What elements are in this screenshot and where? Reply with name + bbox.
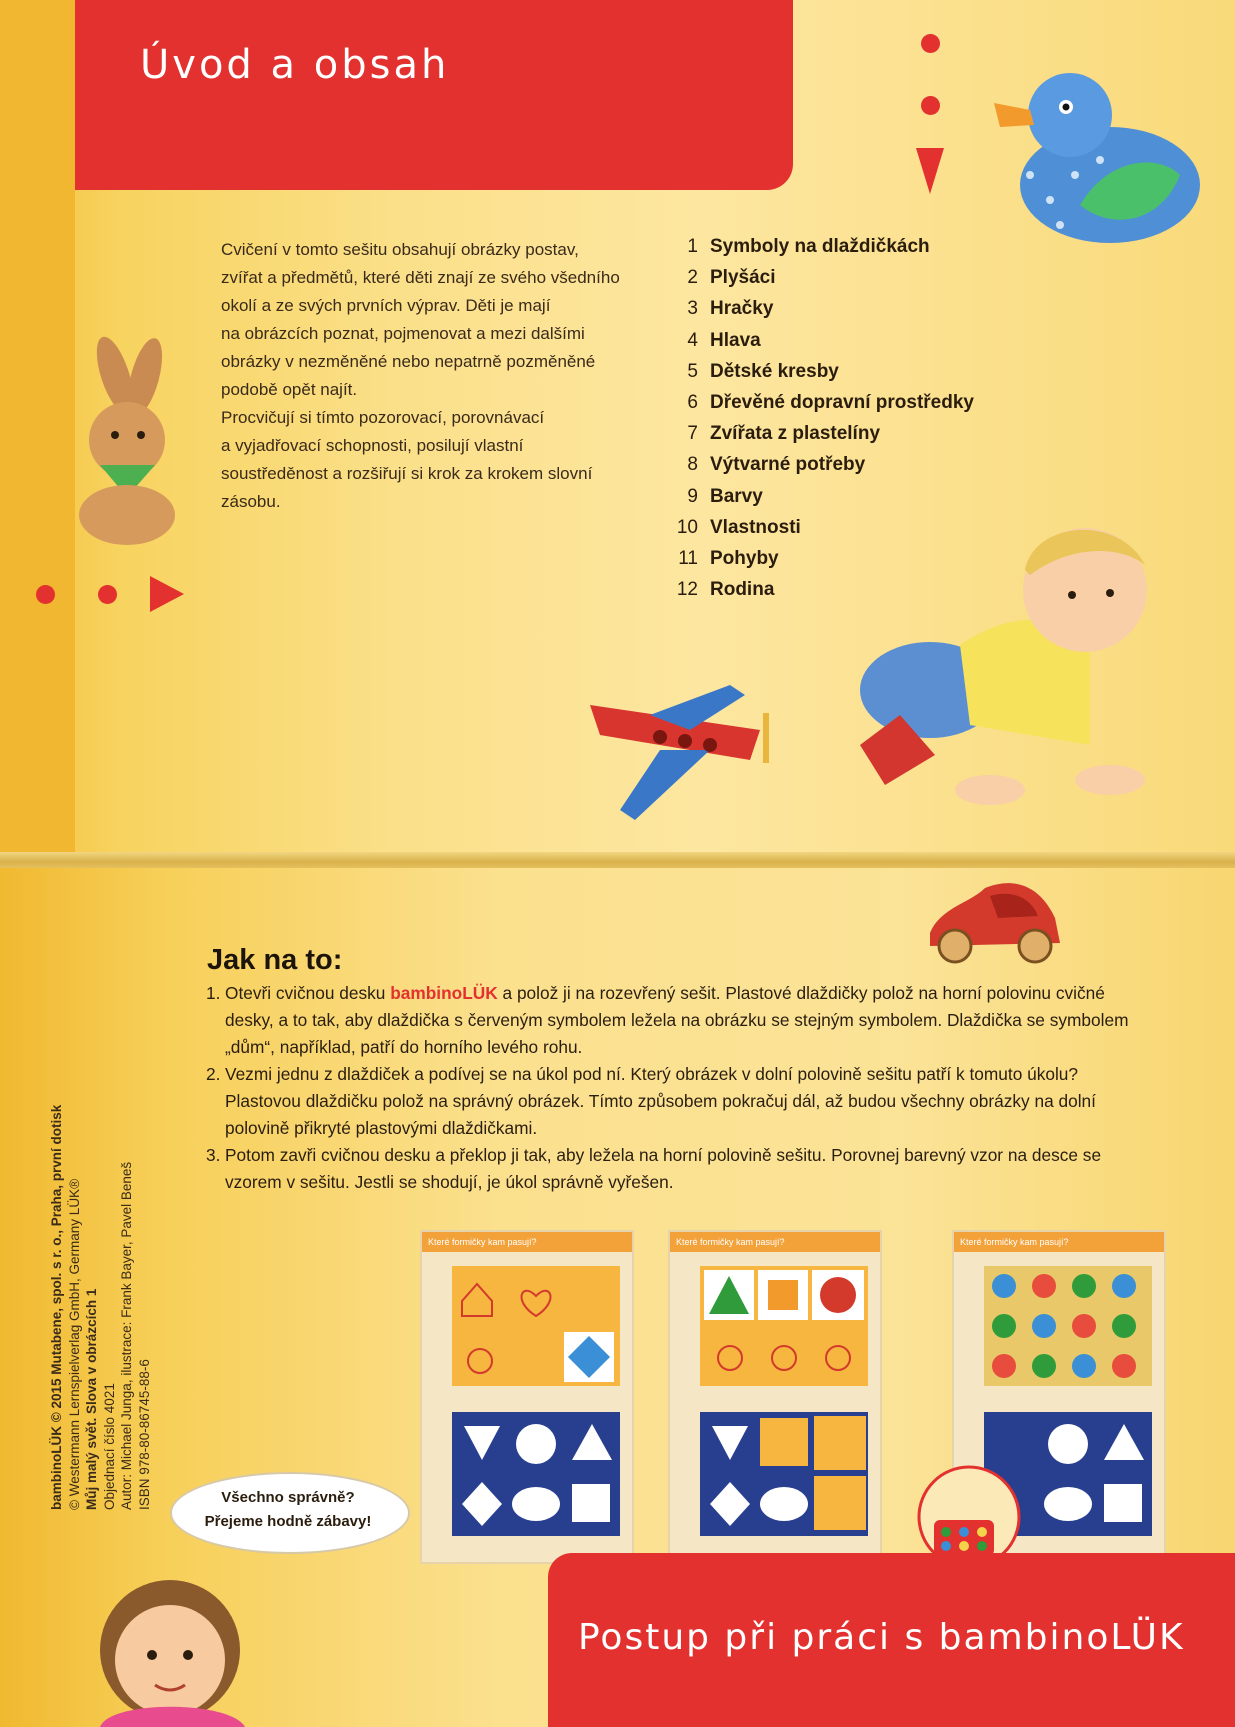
step-text xyxy=(225,1142,1146,1196)
toc-item xyxy=(660,267,974,298)
step-text xyxy=(225,1061,1146,1142)
panel-upper-grid xyxy=(452,1266,620,1386)
step-text-main: Vezmi jednu z dlaždiček a podívej se na úkol pod ní. Který obrázek v dolní polovině sešitu patří k tomuto úkolu? Plastovou dlaždičku polož na správný obrázek. Tímto způsobem pokračuj dál, až budou všechny obrázky na dolní polovině přikryté plastovými dlaždičkami. xyxy=(225,1064,1096,1138)
toc-label: Hračky xyxy=(710,298,774,320)
panel-header: Které formičky kam pasují? xyxy=(422,1232,632,1252)
toc-number: 3 xyxy=(687,298,698,320)
publisher-credits xyxy=(48,1090,153,1510)
intro-line: obrázky v nezměněné nebo nepatrně pozměněné xyxy=(221,352,596,371)
toc-label: Výtvarné potřeby xyxy=(710,454,866,476)
panel-lower-grid xyxy=(452,1412,620,1536)
intro-line: Cvičení v tomto sešitu obsahují obrázky postav, xyxy=(221,240,579,259)
toc-label: Vlastnosti xyxy=(710,516,801,538)
decor-dot xyxy=(98,585,117,604)
panel-color-pattern xyxy=(984,1266,1152,1386)
toc-label: Plyšáci xyxy=(710,267,776,289)
toc-item xyxy=(660,517,974,548)
intro-line: okolí a ze svých prvních výprav. Děti je mají xyxy=(221,296,551,315)
toy-airplane-illustration xyxy=(580,685,790,825)
title-banner xyxy=(75,0,793,190)
toc-label: Dřevěné dopravní prostředky xyxy=(710,391,974,413)
toc-number: 1 xyxy=(687,236,698,257)
intro-line: a vyjadřovací schopnosti, posilují vlastní xyxy=(221,436,524,455)
speech-bubble-text xyxy=(170,1486,406,1534)
toc-number: 4 xyxy=(687,329,698,351)
toc-number: 6 xyxy=(687,391,698,413)
intro-line: Procvičují si tímto pozorovací, porovnávací xyxy=(221,408,545,427)
toc-number: 9 xyxy=(687,485,698,507)
toc-number: 5 xyxy=(687,360,698,382)
rubber-duck-illustration xyxy=(990,55,1200,255)
panel-header: Které formičky kam pasují? xyxy=(954,1232,1164,1252)
footer-title: Postup při práci s bambinoLÜK xyxy=(578,1617,1185,1658)
toc-number: 10 xyxy=(676,516,698,538)
step-text-main: a polož ji na rozevřený sešit. Plastové dlaždičky polož na horní polovinu cvičné desky, a to tak, aby dlaždička s červeným symbolem ležela na obrázku se stejným symbolem. Dlaždička se symbolem „dům“, například, patří do horního levého rohu. xyxy=(225,983,1129,1057)
credit-line: bambinoLÜK © 2015 Mutabene, spol. s r. o., Praha, první dotisk xyxy=(49,1104,64,1510)
toc-item xyxy=(660,579,974,610)
toc-label: Pohyby xyxy=(710,547,779,569)
decor-dot xyxy=(921,34,940,53)
toc-item xyxy=(660,298,974,329)
credit-line: © Westermann Lernspielverlag GmbH, Germany LÜK® xyxy=(66,1178,82,1510)
intro-line: na obrázcích poznat, pojmenovat a mezi dalšími xyxy=(221,324,585,343)
credit-line: Můj malý svět. Slova v obrázcích 1 xyxy=(84,1288,99,1510)
step-number: 2. xyxy=(206,1064,221,1084)
toc-item xyxy=(660,361,974,392)
step-panel-3 xyxy=(952,1230,1166,1564)
toc-item xyxy=(660,454,974,485)
bubble-line: Všechno správně? xyxy=(221,1489,355,1506)
toc-number: 8 xyxy=(687,454,698,476)
toc-label: Barvy xyxy=(710,485,763,507)
toc-label: Symboly na dlaždičkách xyxy=(710,236,930,257)
toc-label: Dětské kresby xyxy=(710,360,839,382)
decor-dot xyxy=(36,585,55,604)
bubble-line: Přejeme hodně zábavy! xyxy=(204,1513,372,1530)
toy-car-illustration xyxy=(920,878,1070,968)
step-panel-1 xyxy=(420,1230,634,1564)
toc-label: Zvířata z plastelíny xyxy=(710,423,881,445)
intro-line: zásobu. xyxy=(221,492,281,511)
decor-dot xyxy=(921,96,940,115)
toc-number: 2 xyxy=(687,267,698,289)
credit-line: Objednací číslo 4021 xyxy=(101,1383,117,1510)
toc-item xyxy=(660,392,974,423)
intro-line: zvířat a předmětů, které děti znají ze svého všedního xyxy=(221,268,620,287)
intro-line: podobě opět najít. xyxy=(221,380,358,399)
instruction-steps xyxy=(206,980,1146,1196)
credit-line: Autor: Michael Junga, ilustrace: Frank Bayer, Pavel Beneš xyxy=(119,1161,134,1510)
instruction-step xyxy=(206,1061,1146,1142)
toc-number: 7 xyxy=(687,423,698,445)
brand-name: bambinoLÜK xyxy=(390,983,498,1003)
intro-text xyxy=(221,236,641,516)
toc-item xyxy=(660,548,974,579)
credit-line: ISBN 978-80-86745-88-6 xyxy=(136,1359,152,1510)
toc-label: Hlava xyxy=(710,329,761,351)
toc-label: Rodina xyxy=(710,579,775,601)
panel-upper-grid xyxy=(700,1266,868,1386)
step-number: 3. xyxy=(206,1145,221,1165)
toc-item xyxy=(660,423,974,454)
step-text xyxy=(225,980,1146,1061)
instruction-step xyxy=(206,1142,1146,1196)
step-panel-2 xyxy=(668,1230,882,1564)
decor-arrow-down-icon xyxy=(916,148,944,194)
page-title: Úvod a obsah xyxy=(140,42,450,88)
toc-item xyxy=(660,486,974,517)
instruction-step xyxy=(206,980,1146,1061)
toc-item xyxy=(660,236,974,267)
child-illustration xyxy=(70,1560,290,1727)
howto-title: Jak na to: xyxy=(207,944,343,976)
step-text-pre: Otevři cvičnou desku xyxy=(225,983,391,1003)
plush-bunny-illustration xyxy=(45,335,190,550)
decor-arrow-right-icon xyxy=(150,576,184,612)
panel-lower-grid xyxy=(700,1412,868,1536)
toc-number: 11 xyxy=(678,547,698,569)
intro-line: soustředěnost a rozšiřují si krok za krokem slovní xyxy=(221,464,593,483)
toc-item xyxy=(660,330,974,361)
panel-header: Které formičky kam pasují? xyxy=(670,1232,880,1252)
step-text-main: Potom zavři cvičnou desku a překlop ji tak, aby ležela na horní polovině sešitu. Porovnej barevný vzor na desce se vzorem v sešitu. Jestli se shodují, je úkol správně vyřešen. xyxy=(225,1145,1102,1192)
toc-number: 12 xyxy=(676,579,698,601)
step-number: 1. xyxy=(206,983,221,1003)
table-of-contents xyxy=(660,236,974,610)
